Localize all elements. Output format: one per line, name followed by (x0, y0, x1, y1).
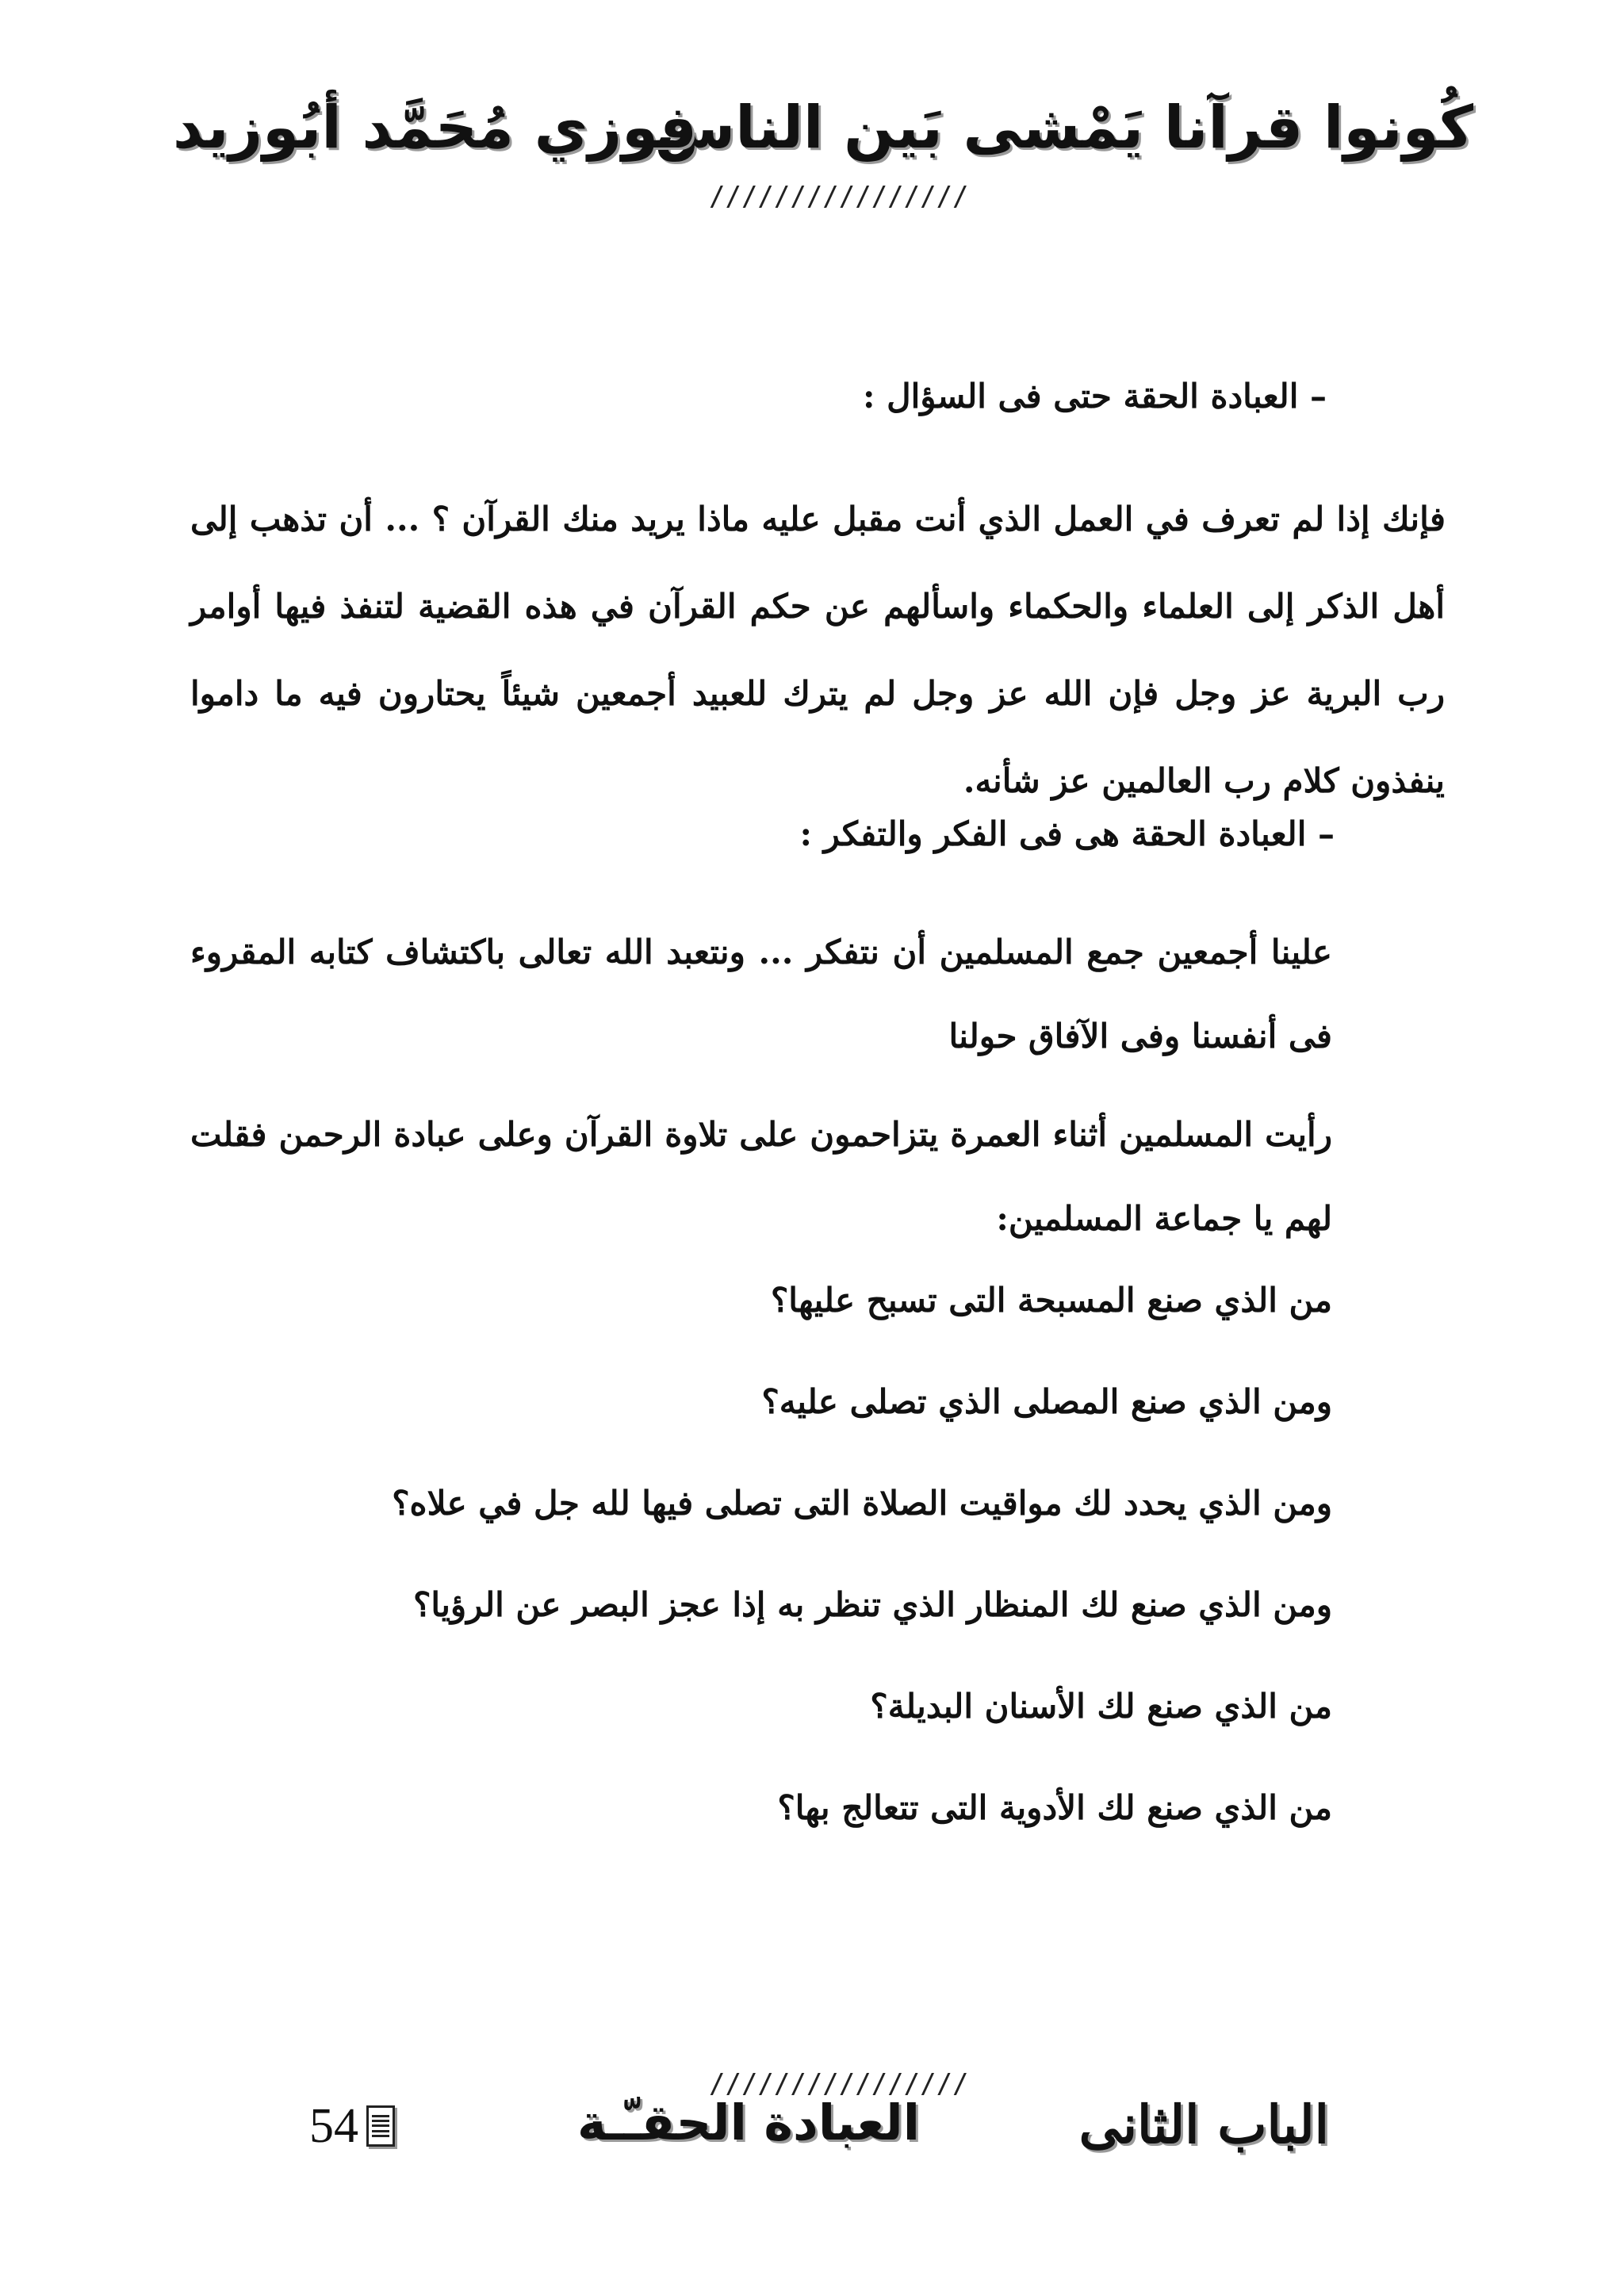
header-separator: //////////////// (709, 181, 969, 213)
section-label: العبادة الحقـّـة (577, 2094, 920, 2151)
paragraph-umrah (190, 1093, 1332, 1261)
question-line: من الذي صنع لك الأدوية التى تتعالج بها؟ (777, 1788, 1332, 1827)
document-lines-icon (366, 2105, 395, 2147)
page-number: 54 (309, 2099, 358, 2153)
author-name: فوزي مُحَمَّد أبُوزيد (173, 94, 697, 162)
paragraph-thought-text: علينا أجمعين جمع المسلمين أن نتفكر ... ونتعبد الله تعالى باكتشاف كتابه المقروء فى أنفسنا وفى الآفاق حولنا (190, 933, 1332, 1055)
section-heading-question: – العبادة الحقة حتى فى السؤال : (862, 377, 1327, 416)
question-line: ومن الذي صنع المصلى الذي تصلى عليه؟ (761, 1382, 1332, 1421)
chapter-label: الباب الثانى (1078, 2094, 1329, 2155)
question-line: من الذي صنع لك الأسنان البديلة؟ (870, 1687, 1332, 1726)
paragraph-question (190, 476, 1445, 825)
section-heading-thought: – العبادة الحقة هى فى الفكر والتفكر : (799, 814, 1335, 853)
book-title: كُونوا قرآنا يَمْشى بَين الناس (654, 94, 1473, 162)
paragraph-thought (190, 910, 1332, 1078)
paragraph-umrah-text: رأيت المسلمين أثناء العمرة يتزاحمون على تلاوة القرآن وعلى عبادة الرحمن فقلت لهم يا جماعة المسلمين: (190, 1115, 1332, 1238)
question-line: من الذي صنع المسبحة التى تسبح عليها؟ (771, 1281, 1332, 1320)
footer-separator: //////////////// (709, 2068, 969, 2100)
page-number-box (309, 2101, 395, 2151)
question-line: ومن الذي يحدد لك مواقيت الصلاة التى تصلى فيها لله جل في علاه؟ (392, 1484, 1332, 1523)
question-line: ومن الذي صنع لك المنظار الذي تنظر به إذا عجز البصر عن الرؤيا؟ (413, 1585, 1332, 1624)
paragraph-question-text: فإنك إذا لم تعرف في العمل الذي أنت مقبل عليه ماذا يريد منك القرآن ؟ ... أن تذهب إلى أهل الذكر إلى العلماء والحكماء واسألهم عن حكم القرآن في هذه القضية لتنفذ فيها أوامر رب البرية عز وجل فإن الله عز وجل لم يترك للعبيد أجمعين شيئاً يحتارون فيه ما داموا ينفذون كلام رب العالمين عز شأنه. (190, 500, 1446, 800)
